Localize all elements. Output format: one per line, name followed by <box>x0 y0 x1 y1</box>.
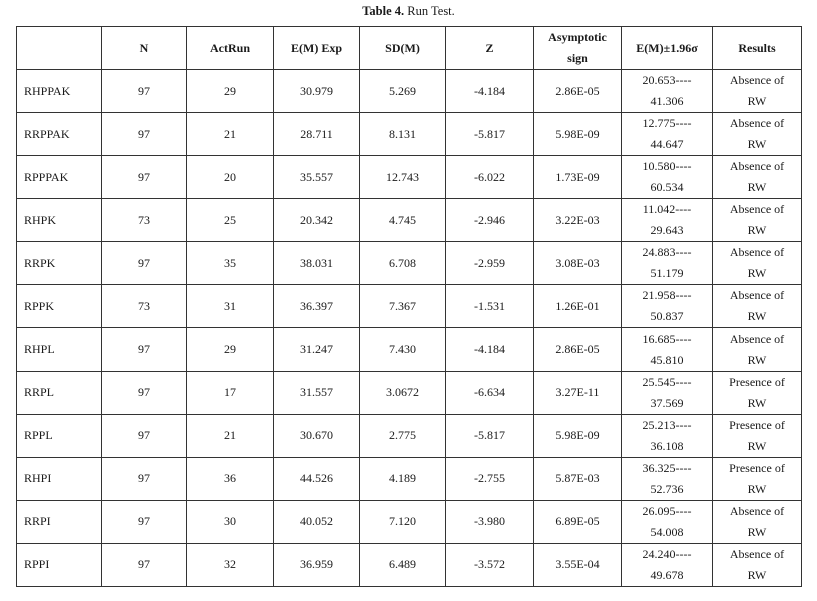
cell-results-line1: Absence of <box>729 546 785 561</box>
cell-results-line2: RW <box>747 524 767 539</box>
cell-asymptotic-sign: 6.89E-05 <box>534 500 622 543</box>
cell-interval-lower: 25.213---- <box>642 417 692 432</box>
cell-asymptotic-sign: 3.55E-04 <box>534 543 622 586</box>
table-caption-label: Table 4. <box>362 4 405 18</box>
cell-interval <box>622 285 713 328</box>
cell-actrun: 25 <box>187 199 274 242</box>
cell-asymptotic-sign: 5.98E-09 <box>534 113 622 156</box>
cell-results <box>713 414 802 457</box>
cell-actrun: 31 <box>187 285 274 328</box>
cell-results <box>713 242 802 285</box>
cell-results-line2: RW <box>747 567 767 582</box>
cell-interval <box>622 543 713 586</box>
table-row <box>17 543 802 586</box>
cell-em-exp: 31.557 <box>274 371 360 414</box>
cell-results-line1: Presence of <box>729 417 785 432</box>
cell-asymptotic-sign: 1.73E-09 <box>534 156 622 199</box>
cell-actrun: 29 <box>187 328 274 371</box>
table-row <box>17 113 802 156</box>
header-z: Z <box>446 27 534 70</box>
cell-series-name: RPPI <box>17 543 102 586</box>
cell-n: 97 <box>102 457 187 500</box>
header-asymptotic-sign <box>534 27 622 70</box>
cell-results-line1: Absence of <box>729 116 785 131</box>
cell-results-line2: RW <box>747 223 767 238</box>
cell-interval-upper: 49.678 <box>650 567 684 582</box>
cell-sdm: 4.189 <box>360 457 446 500</box>
cell-interval-lower: 24.240---- <box>642 546 692 561</box>
table-row <box>17 500 802 543</box>
cell-interval-upper: 36.108 <box>650 438 684 453</box>
cell-interval-upper: 37.569 <box>650 395 684 410</box>
cell-results <box>713 285 802 328</box>
cell-interval-lower: 12.775---- <box>642 116 692 131</box>
cell-interval-upper: 52.736 <box>650 481 684 496</box>
cell-n: 97 <box>102 242 187 285</box>
cell-interval-lower: 16.685---- <box>642 331 692 346</box>
cell-sdm: 7.430 <box>360 328 446 371</box>
header-asym-line2: sign <box>567 51 588 65</box>
cell-results-line1: Absence of <box>729 245 785 260</box>
table-row <box>17 285 802 328</box>
cell-z: -2.755 <box>446 457 534 500</box>
cell-interval-upper: 45.810 <box>650 352 684 367</box>
table-row <box>17 156 802 199</box>
header-results: Results <box>713 27 802 70</box>
cell-em-exp: 36.959 <box>274 543 360 586</box>
cell-actrun: 35 <box>187 242 274 285</box>
cell-results <box>713 500 802 543</box>
cell-results-line2: RW <box>747 137 767 152</box>
cell-n: 73 <box>102 199 187 242</box>
cell-interval-upper: 50.837 <box>650 309 684 324</box>
cell-results-line1: Absence of <box>729 288 785 303</box>
cell-actrun: 29 <box>187 70 274 113</box>
cell-z: -5.817 <box>446 113 534 156</box>
cell-results-line1: Absence of <box>729 73 785 88</box>
cell-asymptotic-sign: 5.98E-09 <box>534 414 622 457</box>
cell-actrun: 36 <box>187 457 274 500</box>
cell-em-exp: 28.711 <box>274 113 360 156</box>
header-n: N <box>102 27 187 70</box>
cell-z: -6.634 <box>446 371 534 414</box>
cell-interval <box>622 199 713 242</box>
header-sdm: SD(M) <box>360 27 446 70</box>
cell-interval-upper: 54.008 <box>650 524 684 539</box>
cell-sdm: 7.120 <box>360 500 446 543</box>
table-row <box>17 199 802 242</box>
cell-sdm: 3.0672 <box>360 371 446 414</box>
cell-interval <box>622 328 713 371</box>
cell-interval <box>622 371 713 414</box>
cell-sdm: 2.775 <box>360 414 446 457</box>
table-row <box>17 457 802 500</box>
cell-sdm: 7.367 <box>360 285 446 328</box>
cell-results <box>713 371 802 414</box>
cell-series-name: RRPPAK <box>17 113 102 156</box>
cell-n: 73 <box>102 285 187 328</box>
cell-results <box>713 328 802 371</box>
cell-results <box>713 457 802 500</box>
cell-actrun: 30 <box>187 500 274 543</box>
cell-n: 97 <box>102 500 187 543</box>
cell-interval <box>622 242 713 285</box>
cell-interval-upper: 60.534 <box>650 180 684 195</box>
cell-z: -3.980 <box>446 500 534 543</box>
cell-interval-upper: 44.647 <box>650 137 684 152</box>
cell-results-line2: RW <box>747 395 767 410</box>
cell-sdm: 5.269 <box>360 70 446 113</box>
header-blank <box>17 27 102 70</box>
cell-series-name: RHPK <box>17 199 102 242</box>
table-row <box>17 70 802 113</box>
cell-interval-lower: 11.042---- <box>642 202 692 217</box>
cell-interval <box>622 156 713 199</box>
cell-n: 97 <box>102 414 187 457</box>
header-row <box>17 27 802 70</box>
cell-em-exp: 36.397 <box>274 285 360 328</box>
header-actrun: ActRun <box>187 27 274 70</box>
cell-interval <box>622 457 713 500</box>
cell-results-line2: RW <box>747 481 767 496</box>
table-body <box>17 70 802 587</box>
cell-results <box>713 70 802 113</box>
cell-interval-lower: 25.545---- <box>642 374 692 389</box>
cell-em-exp: 40.052 <box>274 500 360 543</box>
table-caption-text: Run Test. <box>404 4 455 18</box>
cell-n: 97 <box>102 70 187 113</box>
cell-interval-lower: 10.580---- <box>642 159 692 174</box>
cell-asymptotic-sign: 5.87E-03 <box>534 457 622 500</box>
cell-n: 97 <box>102 328 187 371</box>
cell-z: -5.817 <box>446 414 534 457</box>
cell-series-name: RPPL <box>17 414 102 457</box>
cell-interval <box>622 414 713 457</box>
cell-z: -3.572 <box>446 543 534 586</box>
cell-results <box>713 156 802 199</box>
cell-em-exp: 31.247 <box>274 328 360 371</box>
cell-n: 97 <box>102 113 187 156</box>
cell-sdm: 6.708 <box>360 242 446 285</box>
cell-series-name: RPPK <box>17 285 102 328</box>
cell-interval-lower: 24.883---- <box>642 245 692 260</box>
run-test-table <box>16 26 802 587</box>
cell-z: -6.022 <box>446 156 534 199</box>
cell-n: 97 <box>102 156 187 199</box>
cell-series-name: RHPPAK <box>17 70 102 113</box>
cell-interval-upper: 29.643 <box>650 223 684 238</box>
cell-asymptotic-sign: 1.26E-01 <box>534 285 622 328</box>
cell-results-line2: RW <box>747 352 767 367</box>
cell-series-name: RHPI <box>17 457 102 500</box>
cell-results-line1: Presence of <box>729 374 785 389</box>
cell-results-line1: Absence of <box>729 202 785 217</box>
header-em-exp: E(M) Exp <box>274 27 360 70</box>
cell-interval-upper: 51.179 <box>650 266 684 281</box>
cell-em-exp: 38.031 <box>274 242 360 285</box>
cell-actrun: 32 <box>187 543 274 586</box>
table-row <box>17 371 802 414</box>
cell-series-name: RRPK <box>17 242 102 285</box>
cell-n: 97 <box>102 371 187 414</box>
cell-em-exp: 30.670 <box>274 414 360 457</box>
cell-series-name: RRPI <box>17 500 102 543</box>
cell-z: -4.184 <box>446 328 534 371</box>
cell-interval-lower: 20.653---- <box>642 73 692 88</box>
cell-interval <box>622 113 713 156</box>
cell-actrun: 21 <box>187 113 274 156</box>
cell-results <box>713 543 802 586</box>
cell-sdm: 8.131 <box>360 113 446 156</box>
cell-sdm: 12.743 <box>360 156 446 199</box>
cell-results <box>713 113 802 156</box>
header-interval: E(M)±1.96σ <box>622 27 713 70</box>
cell-interval <box>622 70 713 113</box>
cell-interval-lower: 21.958---- <box>642 288 692 303</box>
cell-em-exp: 35.557 <box>274 156 360 199</box>
cell-em-exp: 30.979 <box>274 70 360 113</box>
cell-actrun: 17 <box>187 371 274 414</box>
cell-asymptotic-sign: 3.22E-03 <box>534 199 622 242</box>
table-caption <box>0 2 817 20</box>
header-asym-line1: Asymptotic <box>548 30 607 44</box>
cell-results-line2: RW <box>747 438 767 453</box>
cell-results-line2: RW <box>747 266 767 281</box>
cell-z: -1.531 <box>446 285 534 328</box>
cell-asymptotic-sign: 3.08E-03 <box>534 242 622 285</box>
table-row <box>17 242 802 285</box>
cell-results-line1: Absence of <box>729 331 785 346</box>
cell-interval-lower: 26.095---- <box>642 503 692 518</box>
cell-sdm: 4.745 <box>360 199 446 242</box>
cell-results-line2: RW <box>747 180 767 195</box>
cell-em-exp: 44.526 <box>274 457 360 500</box>
cell-series-name: RHPL <box>17 328 102 371</box>
cell-results <box>713 199 802 242</box>
table-row <box>17 414 802 457</box>
cell-series-name: RPPPAK <box>17 156 102 199</box>
cell-results-line1: Absence of <box>729 503 785 518</box>
table-row <box>17 328 802 371</box>
cell-asymptotic-sign: 3.27E-11 <box>534 371 622 414</box>
cell-results-line1: Absence of <box>729 159 785 174</box>
cell-z: -4.184 <box>446 70 534 113</box>
cell-results-line2: RW <box>747 94 767 109</box>
cell-em-exp: 20.342 <box>274 199 360 242</box>
cell-results-line2: RW <box>747 309 767 324</box>
cell-interval-lower: 36.325---- <box>642 460 692 475</box>
cell-interval <box>622 500 713 543</box>
cell-actrun: 20 <box>187 156 274 199</box>
cell-sdm: 6.489 <box>360 543 446 586</box>
cell-asymptotic-sign: 2.86E-05 <box>534 328 622 371</box>
cell-results-line1: Presence of <box>729 460 785 475</box>
cell-actrun: 21 <box>187 414 274 457</box>
cell-series-name: RRPL <box>17 371 102 414</box>
cell-asymptotic-sign: 2.86E-05 <box>534 70 622 113</box>
cell-interval-upper: 41.306 <box>650 94 684 109</box>
cell-z: -2.959 <box>446 242 534 285</box>
cell-z: -2.946 <box>446 199 534 242</box>
cell-n: 97 <box>102 543 187 586</box>
